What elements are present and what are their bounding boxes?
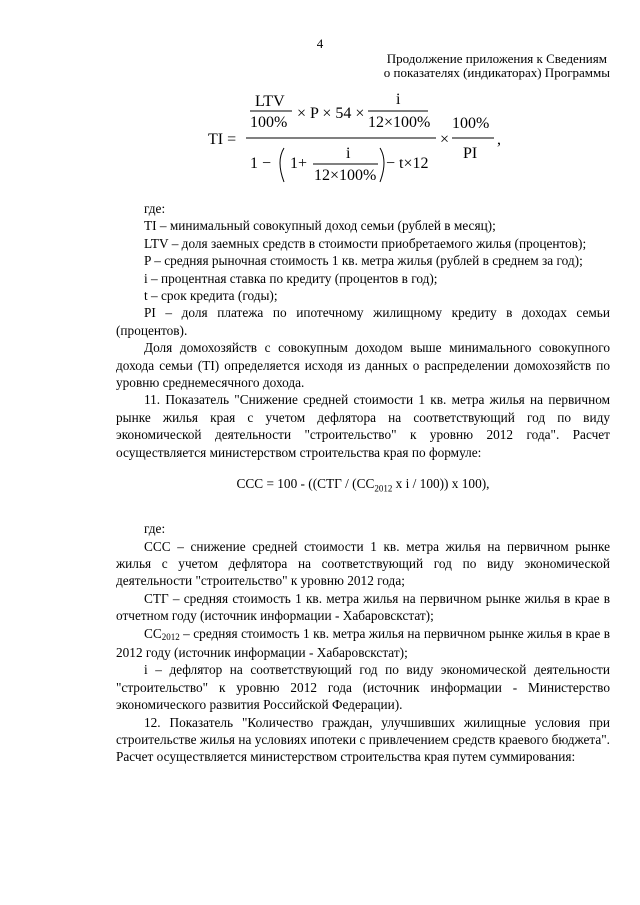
cc-sub: 2012 (161, 631, 180, 642)
formula-one-minus: 1 − (250, 155, 272, 172)
ccc-formula-sub: 2012 (374, 483, 393, 494)
def-ccc: ССС – снижение средней стоимости 1 кв. метра жилья на первичном рынке жилья с учетом дефлятора на соответствующий год по виду экономической деятельности "строительство" к уровню 2012 года; (116, 538, 610, 589)
share-paragraph: Доля домохозяйств с совокупным доходом выше минимального совокупного дохода семьи (TI) определяется исходя из данных о распределении домохозяйств по уровню среднемесячного дохода. (116, 340, 610, 391)
formula-ltv-den: 100% (250, 114, 288, 131)
def-cc2012 (116, 625, 610, 662)
ccc-formula-part1: ССС = 100 - ((СТГ / (СС (236, 476, 375, 492)
header-note (384, 52, 610, 80)
def-pi: PI – доля платежа по ипотечному жилищному кредиту в доходах семьи (процентов). (116, 305, 610, 338)
header-note-line-2: о показателях (индикаторах) Программы (383, 65, 610, 80)
def-p: P – средняя рыночная стоимость 1 кв. метра жилья (рублей в среднем за год); (144, 253, 583, 269)
def-ltv: LTV – доля заемных средств в стоимости приобретаемого жилья (процентов); (144, 235, 587, 251)
item-12: 12. Показатель "Количество граждан, улучшивших жилищные условия при строительстве жилья на условиях ипотеки с привлечением средств краевого бюджета". Расчет осуществляется министерством строительства края путем суммирования: (116, 714, 610, 765)
document-body (116, 200, 610, 766)
where-label-2: где: (144, 521, 166, 537)
def-deflator: i – дефлятор на соответствующий год по виду экономической деятельности "строительство" к уровню 2012 года (источник информации - Министерство экономического развития Российской Федерации). (116, 662, 610, 713)
def-ti: TI – минимальный совокупный доход семьи (рублей в месяц); (144, 218, 496, 234)
formula-mid-product: × P × 54 × (297, 105, 365, 122)
formula-i-den: 12×100% (368, 114, 431, 131)
item-11: 11. Показатель "Снижение средней стоимости 1 кв. метра жилья на первичном рынке жилья края с учетом дефлятора на соответствующий год по виду экономической деятельности "строительство" к уровню 2012 года". Расчет осуществляется министерством строительства края по формуле: (116, 392, 610, 460)
formula-frac-num: 100% (452, 115, 490, 132)
ti-formula (200, 86, 520, 196)
formula-lhs: TI = (208, 131, 237, 148)
ccc-formula (116, 475, 610, 498)
def-t: t – срок кредита (годы); (144, 288, 278, 304)
formula-one-plus: 1+ (290, 155, 308, 172)
cc-rest: – средняя стоимость 1 кв. метра жилья на первичном рынке жилья в крае в 2012 году (источник информации - Хабаровскстат); (116, 625, 610, 660)
cc-label: СС (144, 625, 162, 641)
where-label-1: где: (144, 201, 166, 216)
formula-comma: , (497, 131, 501, 148)
def-i: i – процентная ставка по кредиту (процентов в год); (144, 270, 438, 286)
formula-minus-t: − t×12 (386, 155, 429, 172)
header-note-line-1: Продолжение приложения к Сведениям (386, 51, 607, 66)
def-ctg: СТГ – средняя стоимость 1 кв. метра жилья на первичном рынке жилья в крае в отчетном году (источник информации - Хабаровскстат); (116, 590, 610, 624)
page-number: 4 (316, 36, 324, 51)
formula-frac-den: PI (463, 145, 478, 162)
ccc-formula-part2: x i / 100)) x 100), (392, 476, 490, 492)
formula-ltv: LTV (255, 93, 285, 110)
formula-inner-i: i (346, 145, 351, 162)
formula-i-num: i (396, 91, 401, 108)
formula-times: × (440, 131, 450, 148)
formula-inner-den: 12×100% (314, 167, 377, 184)
